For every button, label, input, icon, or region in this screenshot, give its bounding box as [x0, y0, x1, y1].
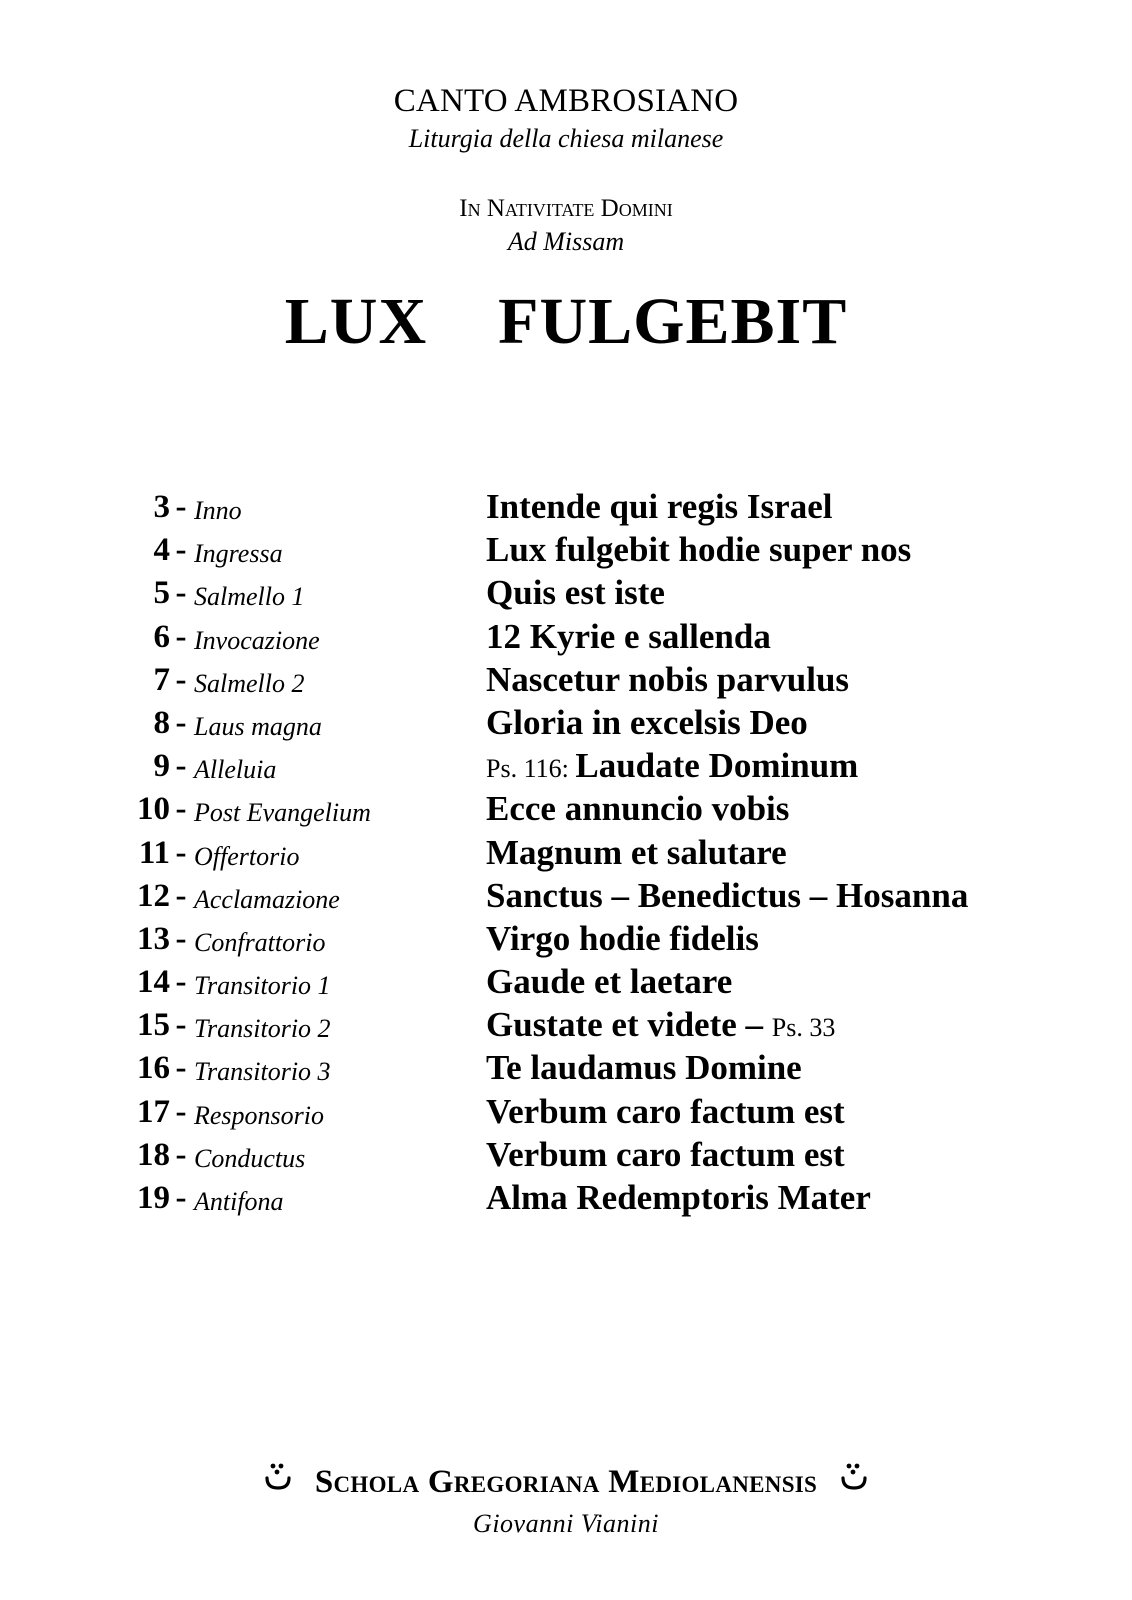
item-kind: Transitorio 3: [194, 1057, 331, 1087]
item-title: Virgo hodie fidelis: [486, 918, 759, 958]
item-title: Verbum caro factum est: [486, 1134, 845, 1174]
item-title-with-reference: [486, 743, 858, 792]
list-item: [0, 570, 1132, 613]
item-number: 13: [137, 920, 170, 957]
arabic-letter-theh-icon: [840, 1462, 868, 1494]
item-number: 3: [153, 489, 170, 525]
item-kind: Responsorio: [194, 1100, 324, 1130]
item-kind: Laus magna: [194, 711, 322, 741]
list-item: [0, 657, 1132, 700]
item-title: 12 Kyrie e sallenda: [486, 616, 771, 656]
item-title: Te laudamus Domine: [486, 1048, 802, 1088]
item-kind: Alleluia: [194, 755, 277, 785]
item-number: 5: [153, 575, 170, 612]
item-title: Intende qui regis Israel: [486, 487, 833, 526]
list-item: [0, 830, 1132, 873]
psalm-reference: Ps. 116: [486, 754, 562, 784]
publisher-name: Schola Gregoriana Mediolanensis: [314, 1464, 818, 1500]
list-item: [0, 959, 1132, 1002]
item-number: 6: [153, 618, 170, 655]
item-kind: Post Evangelium: [194, 798, 371, 828]
item-number: 14: [137, 964, 170, 1001]
collection-title: CANTO AMBROSIANO: [393, 83, 739, 119]
item-title: Gloria in excelsis Deo: [486, 702, 808, 742]
item-title: Nascetur nobis parvulus: [486, 659, 850, 699]
item-title: Ecce annuncio vobis: [486, 789, 790, 829]
psalm-reference: Ps. 33: [771, 1013, 836, 1043]
separator-dash: -: [175, 489, 187, 525]
item-kind: Salmello 2: [194, 668, 305, 698]
item-number: 7: [153, 661, 170, 698]
item-number: 9: [153, 748, 170, 785]
item-title: Gaude et laetare: [486, 962, 733, 1002]
separator-dash: -: [175, 704, 187, 741]
item-title: Laudate Dominum: [575, 746, 859, 786]
list-item: [0, 1175, 1132, 1218]
separator-dash: -: [175, 661, 187, 698]
separator-dash: -: [175, 748, 187, 785]
item-number: 17: [137, 1093, 170, 1130]
list-item: [0, 1045, 1132, 1088]
item-number: 16: [137, 1050, 170, 1087]
item-number: 10: [137, 791, 170, 828]
item-title: Verbum caro factum est: [486, 1091, 845, 1131]
item-kind: Confrattorio: [194, 927, 326, 957]
separator-dash: -: [175, 834, 187, 871]
item-kind: Invocazione: [194, 625, 320, 655]
separator-dash: -: [175, 575, 187, 612]
separator-dash: -: [175, 964, 187, 1001]
item-title: Alma Redemptoris Mater: [486, 1178, 871, 1217]
item-title: Gustate et videte –: [486, 1005, 764, 1045]
list-item: [0, 1132, 1132, 1175]
feast-name: In Nativitate Domini: [459, 195, 673, 222]
item-title-with-reference: [486, 1002, 835, 1051]
item-title: Magnum et salutare: [486, 832, 787, 872]
item-title: Sanctus – Benedictus – Hosanna: [486, 875, 969, 915]
item-kind: Acclamazione: [194, 884, 340, 914]
page-title: LUX FULGEBIT: [284, 285, 848, 358]
separator-dash: -: [175, 618, 187, 655]
list-item: [0, 484, 1132, 527]
item-title: Lux fulgebit hodie super nos: [486, 530, 912, 570]
item-kind: Ingressa: [194, 539, 283, 569]
separator-dash: -: [175, 1093, 187, 1130]
mass-label: Ad Missam: [507, 227, 625, 256]
separator-dash: -: [175, 920, 187, 957]
item-number: 15: [137, 1007, 170, 1044]
list-item: [0, 1089, 1132, 1132]
item-number: 4: [153, 532, 170, 569]
separator-dash: -: [175, 1180, 187, 1216]
item-kind: Inno: [194, 496, 242, 525]
list-item: [0, 916, 1132, 959]
list-item: [0, 786, 1132, 829]
item-kind: Transitorio 1: [194, 971, 331, 1001]
list-item: [0, 1002, 1132, 1045]
separator-dash: -: [175, 1136, 187, 1173]
item-number: 19: [137, 1180, 170, 1216]
item-kind: Offertorio: [194, 841, 300, 871]
item-number: 12: [137, 877, 170, 914]
item-kind: Salmello 1: [194, 582, 305, 612]
item-number: 11: [138, 834, 170, 871]
item-kind: Transitorio 2: [194, 1014, 331, 1044]
publisher-line: [0, 1462, 1132, 1502]
contents-list: [0, 484, 1132, 1218]
item-title: Quis est iste: [486, 573, 665, 613]
item-number: 18: [137, 1136, 170, 1173]
item-kind: Conductus: [194, 1143, 306, 1173]
separator-dash: -: [175, 1007, 187, 1044]
list-item: [0, 700, 1132, 743]
colon-separator: :: [561, 754, 576, 784]
list-item: [0, 614, 1132, 657]
author-name: Giovanni Vianini: [473, 1509, 659, 1538]
list-item: [0, 873, 1132, 916]
arabic-letter-theh-icon: [264, 1462, 292, 1494]
collection-subtitle: Liturgia della chiesa milanese: [408, 124, 724, 153]
separator-dash: -: [175, 877, 187, 914]
separator-dash: -: [175, 791, 187, 828]
list-item: [0, 527, 1132, 570]
item-number: 8: [153, 704, 170, 741]
list-item: [0, 743, 1132, 786]
separator-dash: -: [175, 532, 187, 569]
item-kind: Antifona: [194, 1187, 284, 1216]
separator-dash: -: [175, 1050, 187, 1087]
